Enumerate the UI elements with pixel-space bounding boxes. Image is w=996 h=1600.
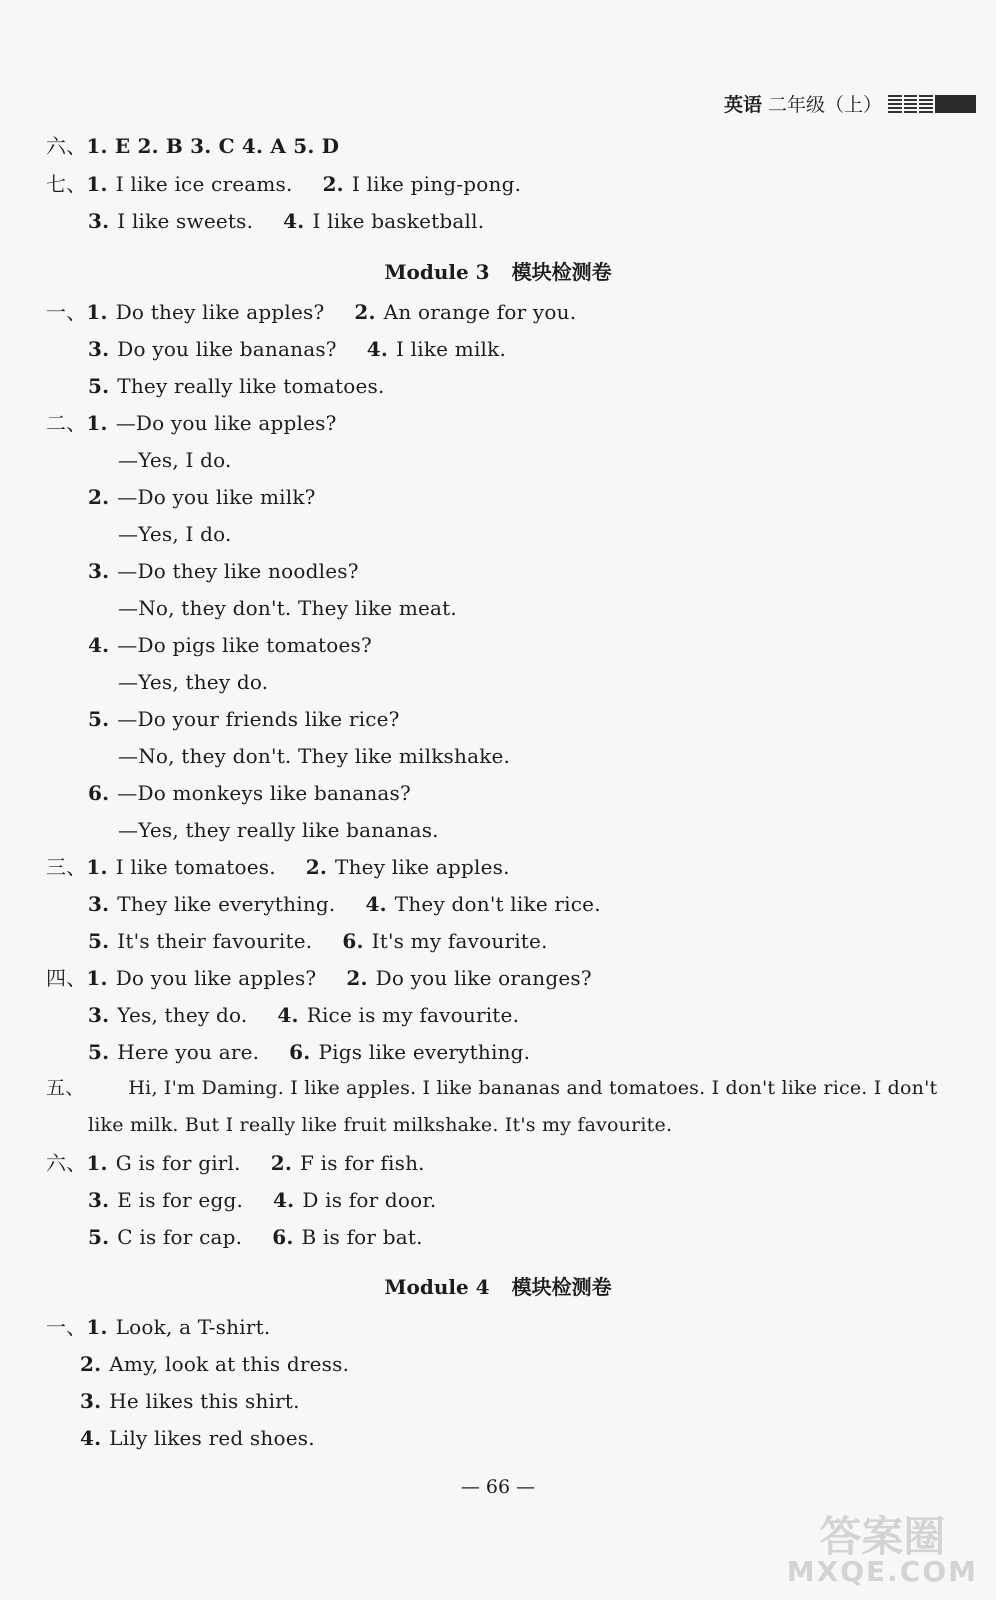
item-number: 1. bbox=[86, 855, 108, 879]
answer-line bbox=[88, 635, 372, 655]
item-number: 5. bbox=[88, 1225, 110, 1249]
module-title bbox=[0, 256, 996, 285]
answer-text: Hi, I'm Daming. I like apples. I like bananas and tomatoes. I don't like rice. I don't bbox=[128, 1077, 938, 1099]
answer-text: They like everything. bbox=[117, 892, 336, 916]
answer-text: —Do they like noodles? bbox=[117, 559, 359, 583]
answer-line bbox=[88, 1227, 423, 1247]
answer-line bbox=[88, 211, 484, 231]
section-mark: 二、 bbox=[46, 411, 87, 435]
answer-text: It's their favourite. bbox=[117, 929, 313, 953]
item-number: 2. bbox=[322, 172, 344, 196]
answer-line bbox=[88, 376, 385, 396]
answer-line bbox=[46, 1317, 270, 1337]
answer-text: —Do your friends like rice? bbox=[117, 707, 400, 731]
answer-text: Do you like bananas? bbox=[117, 337, 337, 361]
item-number: 5. bbox=[88, 1040, 110, 1064]
answer-line bbox=[80, 1391, 300, 1411]
item-number: 4. bbox=[273, 1188, 295, 1212]
answer-text: —Do pigs like tomatoes? bbox=[117, 633, 372, 657]
answer-text: An orange for you. bbox=[383, 300, 577, 324]
answer-line bbox=[88, 709, 400, 729]
section-mark: 一、 bbox=[46, 300, 87, 324]
item-number: 3. bbox=[88, 892, 110, 916]
answer-line bbox=[118, 746, 510, 766]
module-name: Module 3 bbox=[384, 260, 490, 284]
item-number: 1. bbox=[86, 411, 108, 435]
answer-text: —Yes, they do. bbox=[118, 670, 269, 694]
answer-text: He likes this shirt. bbox=[109, 1389, 300, 1413]
header-stripes-decoration bbox=[888, 95, 976, 113]
page-header bbox=[724, 90, 976, 117]
answer-text: E is for egg. bbox=[117, 1188, 244, 1212]
item-number: 6. bbox=[342, 929, 364, 953]
section-mark: 六、 bbox=[46, 134, 87, 158]
answer-text: —Do you like milk? bbox=[117, 485, 316, 509]
answer-line bbox=[46, 1079, 937, 1098]
answer-text: Amy, look at this dress. bbox=[109, 1352, 350, 1376]
answer-text: Pigs like everything. bbox=[318, 1040, 531, 1064]
item-number: 6. bbox=[88, 781, 110, 805]
section-mark: 三、 bbox=[46, 855, 87, 879]
watermark-logo bbox=[786, 1512, 978, 1588]
item-number: 2. bbox=[305, 855, 328, 879]
answer-text: —Yes, I do. bbox=[118, 522, 232, 546]
grade-label: 二年级（上） bbox=[767, 94, 882, 116]
item-number: 3. bbox=[88, 337, 110, 361]
answer-line bbox=[46, 136, 339, 156]
subject-label: 英语 bbox=[723, 94, 762, 116]
item-number: 5. bbox=[88, 707, 110, 731]
section-mark: 五、 bbox=[46, 1077, 85, 1099]
answer-line bbox=[118, 450, 232, 470]
item-number: 2. bbox=[346, 966, 368, 990]
module-label: 模块检测卷 bbox=[511, 260, 612, 284]
answer-text: It's my favourite. bbox=[371, 929, 548, 953]
answer-line bbox=[88, 1116, 672, 1135]
module-title bbox=[0, 1271, 996, 1300]
item-number: 3. bbox=[88, 1003, 110, 1027]
answer-text: like milk. But I really like fruit milkshake. It's my favourite. bbox=[88, 1114, 673, 1136]
answer-line bbox=[118, 672, 268, 692]
item-number: 4. bbox=[366, 337, 389, 361]
answer-text: B is for bat. bbox=[301, 1225, 423, 1249]
answer-line bbox=[88, 487, 316, 507]
answer-text: Rice is my favourite. bbox=[306, 1003, 520, 1027]
answer-text: I like ping-pong. bbox=[351, 172, 522, 196]
answer-text: Do they like apples? bbox=[115, 300, 325, 324]
item-number: 3. bbox=[88, 559, 110, 583]
answer-line bbox=[46, 857, 510, 877]
item-number: 2. bbox=[354, 300, 376, 324]
answer-line bbox=[46, 413, 337, 433]
answer-line bbox=[46, 302, 576, 322]
answer-line bbox=[118, 524, 232, 544]
answer-text: F is for fish. bbox=[300, 1151, 425, 1175]
item-number: 1. bbox=[86, 172, 108, 196]
answer-line bbox=[118, 598, 457, 618]
item-number: 6. bbox=[289, 1040, 311, 1064]
answer-text: Here you are. bbox=[117, 1040, 260, 1064]
item-number: 2. bbox=[270, 1151, 292, 1175]
answer-text: I like basketball. bbox=[312, 209, 485, 233]
answer-line bbox=[88, 1042, 530, 1062]
item-number: 4. bbox=[88, 633, 110, 657]
answer-line bbox=[46, 174, 521, 194]
answer-text: They really like tomatoes. bbox=[117, 374, 385, 398]
answer-text: Lily likes red shoes. bbox=[109, 1426, 315, 1450]
item-number: 3. bbox=[88, 209, 110, 233]
answer-line bbox=[88, 894, 601, 914]
answer-text: —Yes, I do. bbox=[118, 448, 232, 472]
section-mark: 一、 bbox=[46, 1315, 87, 1339]
answer-line bbox=[88, 339, 506, 359]
answer-text: —Yes, they really like bananas. bbox=[118, 818, 439, 842]
answer-text: I like sweets. bbox=[117, 209, 254, 233]
answer-text: I like tomatoes. bbox=[115, 855, 276, 879]
item-number: 1. bbox=[86, 1315, 108, 1339]
answer-text: I like ice creams. bbox=[115, 172, 293, 196]
item-number: 2. bbox=[80, 1352, 102, 1376]
item-number: 5. bbox=[88, 929, 110, 953]
item-number: 1. bbox=[86, 1151, 108, 1175]
answer-text: Do you like oranges? bbox=[375, 966, 592, 990]
answer-text: D is for door. bbox=[302, 1188, 437, 1212]
item-number: 2. bbox=[88, 485, 110, 509]
answer-text: —Do you like apples? bbox=[115, 411, 337, 435]
item-number: 4. bbox=[80, 1426, 102, 1450]
answer-line bbox=[88, 931, 548, 951]
answer-text: Do you like apples? bbox=[115, 966, 317, 990]
page-number: — 66 — bbox=[460, 1476, 536, 1498]
answer-text: They don't like rice. bbox=[394, 892, 601, 916]
answer-line bbox=[46, 968, 592, 988]
answer-text: I like milk. bbox=[396, 337, 507, 361]
module-label: 模块检测卷 bbox=[511, 1275, 612, 1299]
answer-text: —Do monkeys like bananas? bbox=[117, 781, 411, 805]
answer-line bbox=[80, 1354, 349, 1374]
answer-text: —No, they don't. They like meat. bbox=[118, 596, 457, 620]
answer-text: G is for girl. bbox=[115, 1151, 241, 1175]
answer-line bbox=[88, 1190, 437, 1210]
item-number: 3. bbox=[88, 1188, 110, 1212]
answer-line bbox=[118, 820, 439, 840]
answer-text: They like apples. bbox=[335, 855, 510, 879]
answer-text: —No, they don't. They like milkshake. bbox=[118, 744, 511, 768]
section-mark: 四、 bbox=[46, 966, 87, 990]
module-name: Module 4 bbox=[384, 1275, 490, 1299]
item-number: 4. bbox=[365, 892, 387, 916]
answer-line bbox=[88, 1005, 519, 1025]
answer-text: Yes, they do. bbox=[117, 1003, 248, 1027]
answer-line bbox=[80, 1428, 315, 1448]
item-number: 3. bbox=[80, 1389, 102, 1413]
item-number: 4. bbox=[277, 1003, 299, 1027]
section-mark: 六、 bbox=[46, 1151, 87, 1175]
item-number: 4. bbox=[283, 209, 305, 233]
section-mark: 七、 bbox=[46, 172, 87, 196]
answer-text: C is for cap. bbox=[117, 1225, 243, 1249]
answer-line bbox=[88, 561, 359, 581]
watermark-url: MXQE.COM bbox=[786, 1555, 978, 1588]
item-number: 1. bbox=[86, 966, 108, 990]
answer-line bbox=[88, 783, 411, 803]
answer-text: Look, a T-shirt. bbox=[115, 1315, 271, 1339]
watermark-text: 答案圈 bbox=[819, 1512, 946, 1561]
answer-line bbox=[46, 1153, 425, 1173]
item-number: 1. bbox=[86, 300, 108, 324]
item-number: 5. bbox=[88, 374, 110, 398]
answer-text: 1. E 2. B 3. C 4. A 5. D bbox=[86, 134, 340, 158]
item-number: 6. bbox=[272, 1225, 294, 1249]
